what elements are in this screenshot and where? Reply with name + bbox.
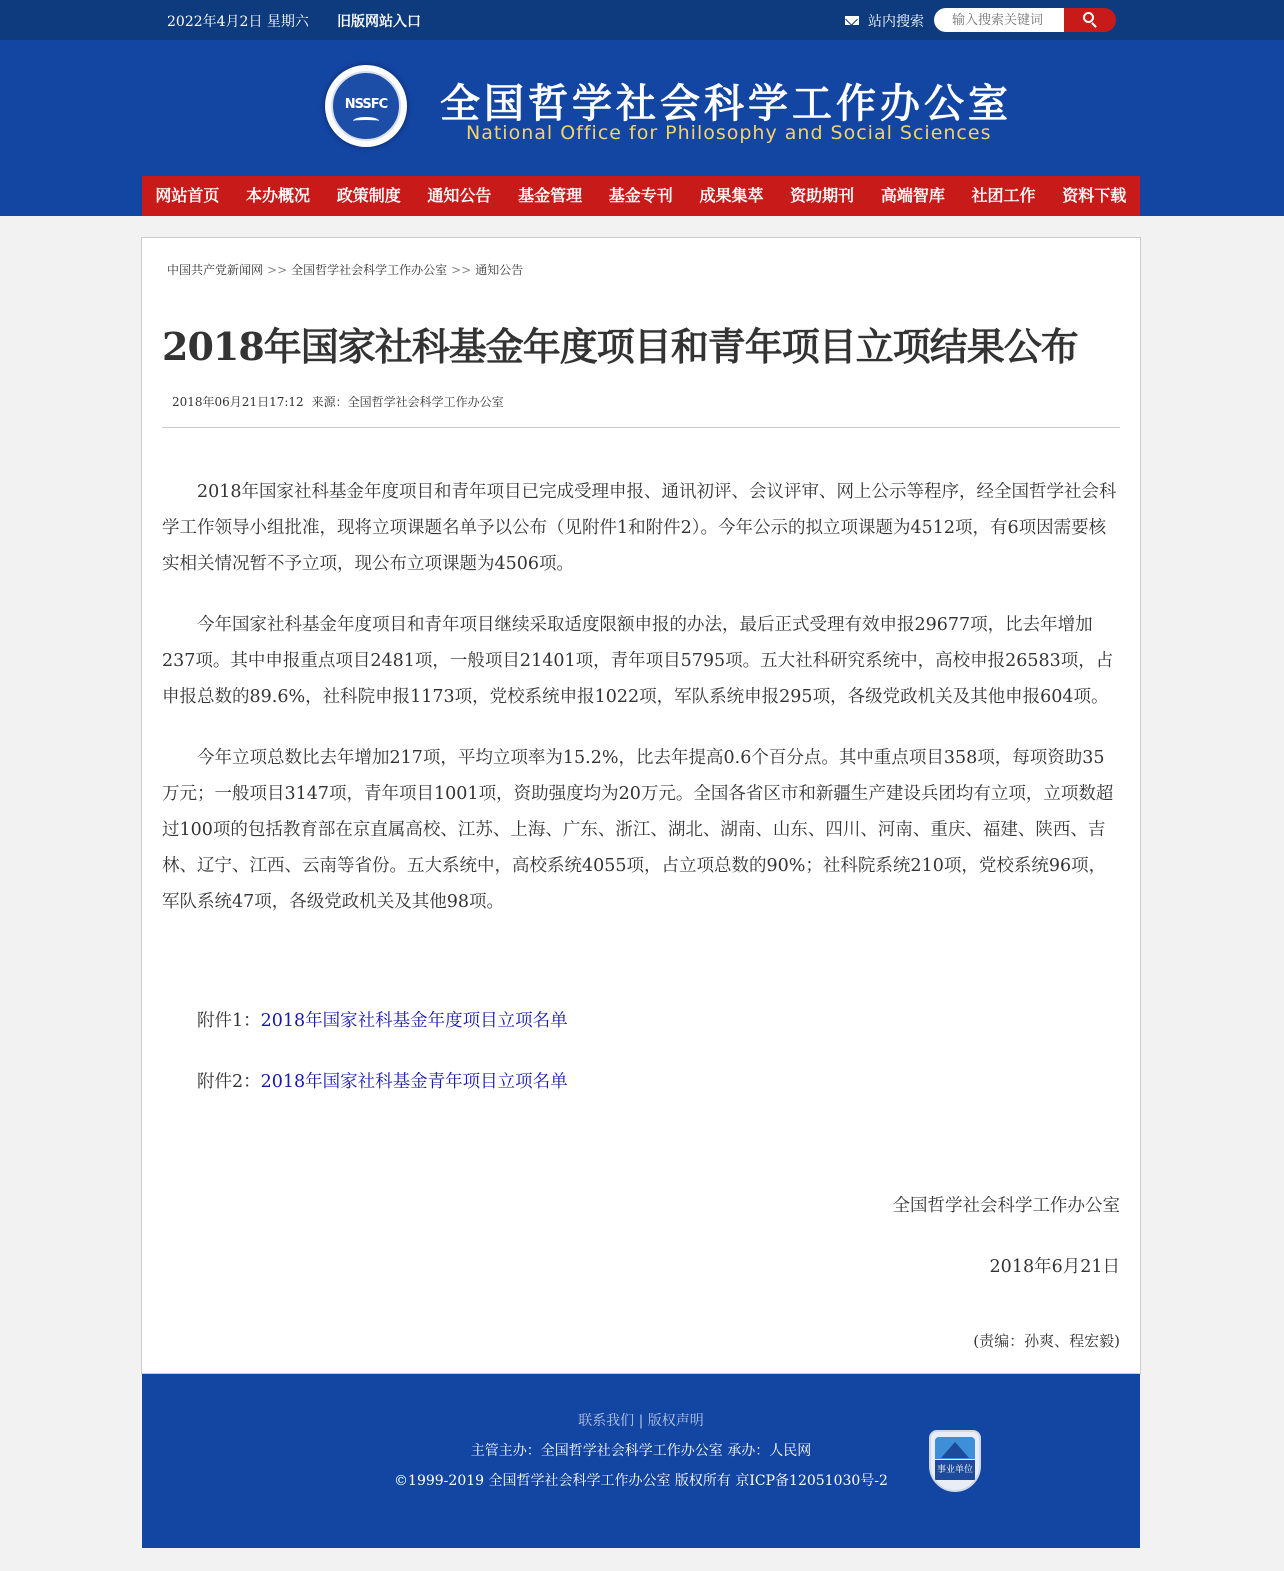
site-logo[interactable] [325, 65, 407, 147]
breadcrumb-item[interactable]: 中国共产党新闻网 [167, 263, 264, 277]
nav-item-home[interactable]: 网站首页 [155, 186, 220, 205]
breadcrumb-separator: >> [267, 263, 288, 277]
attachment-prefix: 附件2： [197, 1072, 261, 1092]
site-header [0, 40, 1284, 216]
nav-item-fund-management[interactable]: 基金管理 [518, 186, 583, 205]
editor-credit: (责编：孙爽、程宏毅) [973, 1332, 1120, 1350]
search-button[interactable] [1064, 8, 1116, 32]
logo-text: NSSFC [344, 97, 388, 112]
article-paragraph: 今年国家社科基金年度项目和青年项目继续采取适度限额申报的办法，最后正式受理有效申报29677项，比去年增加237项。其中申报重点项目2481项，一般项目21401项，青年项目5795项。五大社科研究系统中，高校申报26583项，占申报总数的89.6%，社科院申报1173项，党校系统申报1022项，军队系统申报295项，各级党政机关及其他申报604项。 [162, 615, 1114, 707]
breadcrumb-item[interactable]: 全国哲学社会科学工作办公室 [291, 263, 448, 277]
institution-badge[interactable] [929, 1430, 981, 1492]
title-divider [162, 427, 1120, 428]
article-paragraph: 2018年国家社科基金年度项目和青年项目已完成受理申报、通讯初评、会议评审、网上公示等程序，经全国哲学社会科学工作领导小组批准，现将立项课题名单予以公布（见附件1和附件2）。今年公示的拟立项课题为4512项，有6项因需要核实相关情况暂不予立项，现公布立项课题为4506项。 [162, 482, 1117, 574]
footer-copyright: ©1999-2019 全国哲学社会科学工作办公室 版权所有 京ICP备12051030号-2 [394, 1473, 888, 1489]
attachment-prefix: 附件1： [197, 1011, 261, 1031]
search-icon-handle [1091, 22, 1097, 28]
book-icon [353, 117, 379, 125]
old-site-link[interactable]: 旧版网站入口 [337, 14, 421, 30]
nav-item-achievements[interactable]: 成果集萃 [699, 186, 764, 205]
footer-host: 主管主办：全国哲学社会科学工作办公室 承办：人民网 [470, 1443, 812, 1459]
nav-item-fund-journal[interactable]: 基金专刊 [608, 186, 673, 205]
logo-emblem [331, 71, 401, 141]
site-footer [142, 1374, 1140, 1548]
site-subtitle: National Office for Philosophy and Social Sciences [466, 122, 992, 144]
current-date: 2022年4月2日 星期六 [167, 14, 309, 30]
site-title: 全国哲学社会科学工作办公室 [440, 81, 1012, 127]
search-label: 站内搜索 [868, 14, 924, 30]
article-container [141, 237, 1141, 1374]
mail-icon [845, 16, 859, 25]
footer-links[interactable]: 联系我们 | 版权声明 [578, 1413, 704, 1429]
signature: 全国哲学社会科学工作办公室 [892, 1196, 1120, 1216]
article-datetime: 2018年06月21日17:12 [172, 395, 304, 409]
nav-item-notices[interactable]: 通知公告 [427, 186, 492, 205]
breadcrumb-separator: >> [451, 263, 472, 277]
nav-item-downloads[interactable]: 资料下载 [1062, 186, 1127, 205]
main-nav [142, 176, 1140, 216]
nav-item-policy[interactable]: 政策制度 [336, 186, 401, 205]
attachment-2 [162, 1064, 1120, 1100]
attachment-link-1[interactable]: 2018年国家社科基金年度项目立项名单 [260, 1011, 568, 1031]
attachment-link-2[interactable]: 2018年国家社科基金青年项目立项名单 [260, 1072, 568, 1092]
nav-item-funded-journals[interactable]: 资助期刊 [790, 186, 855, 205]
attachment-1 [162, 1003, 1120, 1039]
article-paragraph: 今年立项总数比去年增加217项，平均立项率为15.2%，比去年提高0.6个百分点。其中重点项目358项，每项资助35万元；一般项目3147项，青年项目1001项，资助强度均为20万元。全国各省区市和新疆生产建设兵团均有立项，立项数超过100项的包括教育部在京直属高校、江苏、上海、广东、浙江、湖北、湖南、山东、四川、河南、重庆、福建、陕西、吉林、辽宁、江西、云南等省份。五大系统中，高校系统4055项，占立项总数的90%；社科院系统210项，党校系统96项，军队系统47项，各级党政机关及其他98项。 [162, 748, 1114, 912]
nav-item-associations[interactable]: 社团工作 [971, 186, 1036, 205]
nav-item-think-tanks[interactable]: 高端智库 [880, 186, 945, 205]
nav-item-about[interactable]: 本办概况 [246, 186, 311, 205]
article-body [162, 474, 1120, 945]
article-meta [172, 393, 504, 410]
sign-date: 2018年6月21日 [989, 1257, 1120, 1277]
breadcrumb-item[interactable]: 通知公告 [475, 263, 524, 277]
article-source: 来源：全国哲学社会科学工作办公室 [311, 395, 504, 409]
breadcrumb [167, 261, 523, 278]
badge-mountain-icon [941, 1442, 969, 1458]
article-title: 2018年国家社科基金年度项目和青年项目立项结果公布 [162, 324, 1078, 369]
search-input[interactable] [934, 8, 1064, 32]
badge-label: 事业单位 [935, 1460, 975, 1480]
top-bar [0, 0, 1284, 40]
